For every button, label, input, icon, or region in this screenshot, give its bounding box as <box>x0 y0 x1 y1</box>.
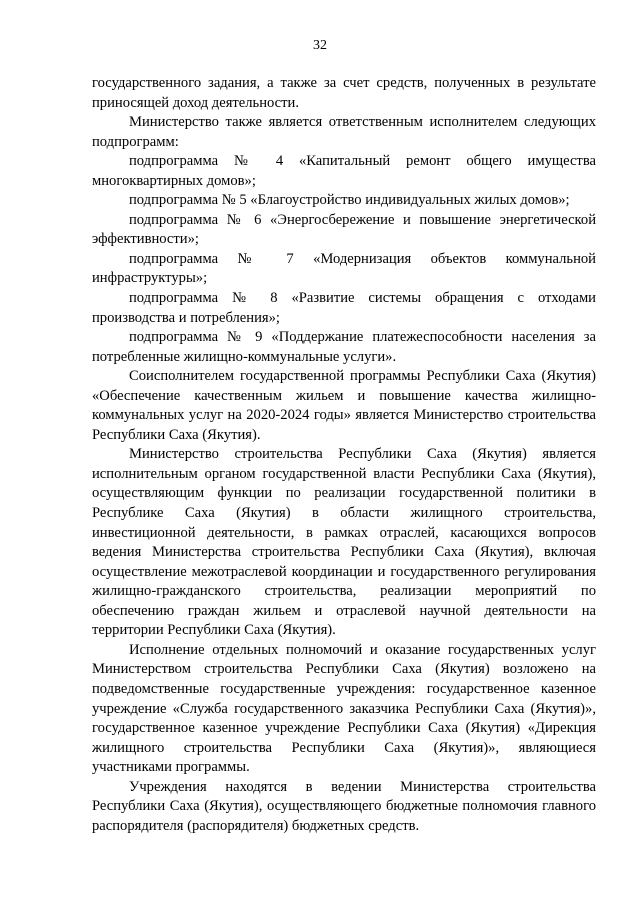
paragraph-subprogram-6: подпрограмма № 6 «Энергосбережение и повышение энергетической эффективности»; <box>92 211 596 248</box>
paragraph-subordinate-institutions: Исполнение отдельных полномочий и оказание государственных услуг Министерством строительства Республики Саха (Якутия) возложено на подведомственные государственные учреждения: государственное казенное учреждение «Служба государственного заказчика Республики Саха (Якутия)», государственное казенное учреждение Республики Саха (Якутия) «Дирекция жилищного строительства Республики Саха (Якутия)», являющиеся участниками программы. <box>92 641 596 776</box>
paragraph-continuation: государственного задания, а также за счет средств, полученных в результате приносящей доход деятельности. <box>92 75 596 111</box>
paragraph-subprogram-9: подпрограмма № 9 «Поддержание платежеспособности населения за потребленные жилищно-коммунальные услуги». <box>92 329 596 365</box>
paragraph-subprogram-7: подпрограмма № 7 «Модернизация объектов коммунальной инфраструктуры»; <box>92 250 596 287</box>
paragraph-subprogram-4: подпрограмма № 4 «Капитальный ремонт общего имущества многоквартирных домов»; <box>92 153 596 189</box>
page-number: 32 <box>313 38 327 53</box>
paragraph-institutions-jurisdiction: Учреждения находятся в ведении Министерства строительства Республики Саха (Якутия), осуществляющего бюджетные полномочия главного распорядителя (распорядителя) бюджетных средств. <box>92 778 596 834</box>
document-body <box>92 74 596 836</box>
paragraph-subprogram-8: подпрограмма № 8 «Развитие системы обращения с отходами производства и потребления»; <box>92 290 596 326</box>
paragraph-subprogram-5: подпрограмма № 5 «Благоустройство индивидуальных жилых домов»; <box>129 192 570 209</box>
paragraph-co-executor: Соисполнителем государственной программы Республики Саха (Якутия) «Обеспечение качественным жильем и повышение качества жилищно-коммунальных услуг на 2020-2024 годы» является Министерство строительства Республики Саха (Якутия). <box>92 368 596 443</box>
paragraph-ministry-executor: Министерство также является ответственным исполнителем следующих подпрограмм: <box>92 114 596 150</box>
paragraph-ministry-functions: Министерство строительства Республики Саха (Якутия) является исполнительным органом государственной власти Республики Саха (Якутия), осуществляющим функции по реализации государственной политики в Республике Саха (Якутия) в области жилищного строительства, инвестиционной деятельности, в рамках отраслей, касающихся вопросов ведения Министерства строительства Республики Саха (Якутия), включая осуществление межотраслевой координации и государственного регулирования жилищно-гражданского строительства, реализации мероприятий по обеспечению граждан жильем и отраслевой научной деятельности на территории Республики Саха (Якутия). <box>92 446 596 639</box>
